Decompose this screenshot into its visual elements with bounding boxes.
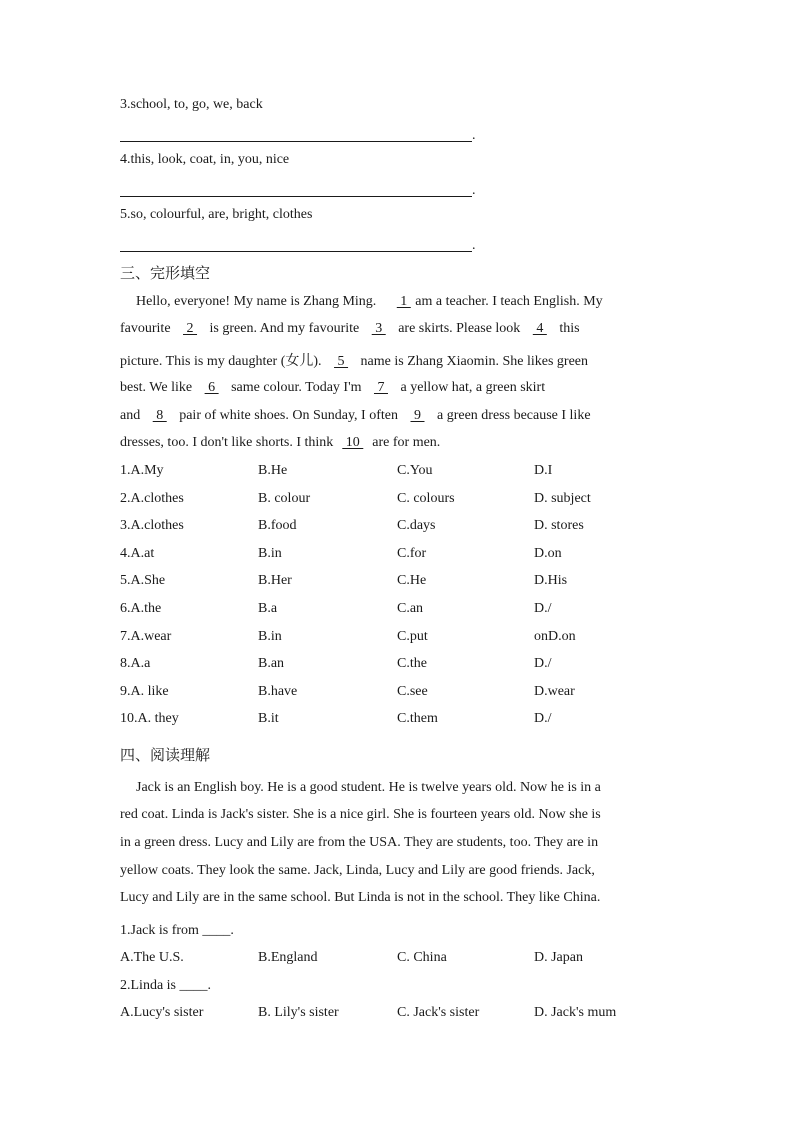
answer-end-4: .: [472, 183, 476, 198]
cloze-blank-3[interactable]: 3: [371, 321, 386, 336]
cloze-text: is green. And my favourite: [206, 321, 363, 336]
cloze-option-b[interactable]: B.in: [258, 628, 282, 644]
cloze-option-c[interactable]: C.the: [397, 656, 427, 672]
cloze-question-option-a[interactable]: 8.A.a: [120, 656, 151, 672]
cloze-option-d[interactable]: D.wear: [534, 683, 575, 699]
answer-end-5: .: [472, 238, 476, 253]
cloze-question-option-a[interactable]: 7.A.wear: [120, 628, 172, 644]
cloze-text: this: [555, 321, 580, 336]
cloze-blank-6[interactable]: 6: [204, 380, 219, 395]
rearrange-item-4: 4.this, look, coat, in, you, nice: [120, 152, 290, 167]
reading-option-b[interactable]: B.England: [258, 950, 318, 965]
cloze-question-option-a[interactable]: 10.A. they: [120, 711, 179, 727]
cloze-option-b[interactable]: B.a: [258, 601, 278, 616]
cloze-option-d[interactable]: D./: [534, 656, 552, 672]
answer-line-5[interactable]: [120, 251, 472, 252]
cloze-text: am a teacher. I teach English. My: [411, 294, 603, 309]
cloze-passage-line: [120, 294, 670, 310]
reading-passage-line: yellow coats. They look the same. Jack, Linda, Lucy and Lily are good friends. Jack,: [120, 863, 595, 878]
cloze-text: a green dress because I like: [433, 408, 591, 423]
cloze-text: favourite: [120, 321, 175, 336]
cloze-option-b[interactable]: B. colour: [258, 490, 311, 506]
cloze-question-option-a[interactable]: 3.A.clothes: [120, 518, 184, 534]
cloze-option-c[interactable]: C.He: [397, 573, 427, 589]
reading-question-stem: 1.Jack is from ____.: [120, 923, 234, 938]
cloze-blank-1[interactable]: 1: [396, 294, 411, 309]
cloze-passage-line: [120, 380, 670, 396]
cloze-text: are for men.: [368, 435, 441, 450]
cloze-option-b[interactable]: B.it: [258, 711, 279, 727]
cloze-text: pair of white shoes. On Sunday, I often: [175, 408, 402, 423]
cloze-text: same colour. Today I'm: [227, 380, 365, 395]
cloze-option-c[interactable]: C.for: [397, 545, 427, 561]
cloze-blank-5[interactable]: 5: [334, 354, 349, 369]
reading-question-stem: 2.Linda is ____.: [120, 978, 211, 993]
cloze-question-option-a[interactable]: 9.A. like: [120, 683, 169, 699]
cloze-option-b[interactable]: B.He: [258, 463, 288, 478]
cloze-option-d[interactable]: D. stores: [534, 518, 584, 534]
cloze-option-c[interactable]: C.them: [397, 711, 438, 727]
rearrange-item-3: 3.school, to, go, we, back: [120, 97, 263, 112]
reading-option-b[interactable]: B. Lily's sister: [258, 1005, 339, 1020]
cloze-question-option-a[interactable]: 4.A.at: [120, 545, 155, 561]
cloze-option-b[interactable]: B.Her: [258, 573, 292, 589]
cloze-text: best. We like: [120, 380, 196, 395]
cloze-blank-4[interactable]: 4: [532, 321, 547, 336]
cloze-option-d[interactable]: D. subject: [534, 490, 591, 506]
cloze-passage-line: [120, 435, 670, 451]
cloze-text: and: [120, 408, 144, 423]
cloze-option-d[interactable]: D.I: [534, 463, 553, 478]
reading-option-d[interactable]: D. Japan: [534, 950, 583, 965]
cloze-question-option-a[interactable]: 2.A.clothes: [120, 490, 184, 506]
section-heading-reading: 四、阅读理解: [120, 748, 211, 764]
cloze-question-option-a[interactable]: 6.A.the: [120, 601, 162, 616]
cloze-text: Hello, everyone! My name is Zhang Ming.: [136, 294, 380, 309]
cloze-text: picture. This is my daughter (女儿).: [120, 354, 326, 369]
cloze-text: a yellow hat, a green skirt: [396, 380, 546, 395]
cloze-text: dresses, too. I don't like shorts. I think: [120, 435, 337, 450]
reading-option-c[interactable]: C. China: [397, 950, 447, 965]
cloze-option-d[interactable]: D./: [534, 711, 552, 727]
cloze-passage-line: [120, 350, 670, 370]
cloze-option-b[interactable]: B.an: [258, 656, 285, 672]
cloze-option-c[interactable]: C.see: [397, 683, 428, 699]
cloze-option-d[interactable]: D.His: [534, 573, 568, 589]
reading-passage-line: Lucy and Lily are in the same school. But Linda is not in the school. They like China.: [120, 890, 601, 905]
cloze-option-d[interactable]: onD.on: [534, 628, 576, 644]
answer-end-3: .: [472, 128, 476, 143]
answer-line-3[interactable]: [120, 141, 472, 142]
cloze-option-c[interactable]: C.put: [397, 628, 428, 644]
cloze-question-option-a[interactable]: 5.A.She: [120, 573, 166, 589]
cloze-option-d[interactable]: D./: [534, 601, 552, 616]
reading-passage-line: Jack is an English boy. He is a good student. He is twelve years old. Now he is in a: [136, 780, 601, 795]
cloze-text: name is Zhang Xiaomin. She likes green: [357, 354, 588, 369]
answer-line-4[interactable]: [120, 196, 472, 197]
cloze-question-option-a[interactable]: 1.A.My: [120, 463, 164, 478]
cloze-option-c[interactable]: C.You: [397, 463, 433, 478]
cloze-option-c[interactable]: C. colours: [397, 490, 455, 506]
reading-option-d[interactable]: D. Jack's mum: [534, 1005, 617, 1020]
cloze-blank-10[interactable]: 10: [342, 435, 364, 450]
cloze-passage-line: [120, 321, 670, 337]
reading-option-a[interactable]: A.The U.S.: [120, 950, 184, 965]
cloze-option-b[interactable]: B.food: [258, 518, 297, 534]
cloze-option-c[interactable]: C.an: [397, 601, 424, 616]
cloze-option-b[interactable]: B.have: [258, 683, 298, 699]
cloze-blank-2[interactable]: 2: [183, 321, 198, 336]
reading-option-c[interactable]: C. Jack's sister: [397, 1005, 480, 1020]
reading-passage-line: in a green dress. Lucy and Lily are from the USA. They are students, too. They are in: [120, 835, 599, 850]
cloze-blank-9[interactable]: 9: [410, 408, 425, 423]
cloze-text: are skirts. Please look: [394, 321, 524, 336]
rearrange-item-5: 5.so, colourful, are, bright, clothes: [120, 207, 313, 222]
reading-passage-line: red coat. Linda is Jack's sister. She is a nice girl. She is fourteen years old. Now she is: [120, 807, 601, 822]
cloze-passage-line: [120, 408, 670, 424]
reading-option-a[interactable]: A.Lucy's sister: [120, 1005, 204, 1020]
cloze-blank-8[interactable]: 8: [152, 408, 167, 423]
cloze-option-c[interactable]: C.days: [397, 518, 436, 534]
section-heading-cloze: 三、完形填空: [120, 266, 211, 282]
cloze-option-b[interactable]: B.in: [258, 545, 282, 561]
cloze-blank-7[interactable]: 7: [373, 380, 388, 395]
cloze-option-d[interactable]: D.on: [534, 545, 562, 561]
